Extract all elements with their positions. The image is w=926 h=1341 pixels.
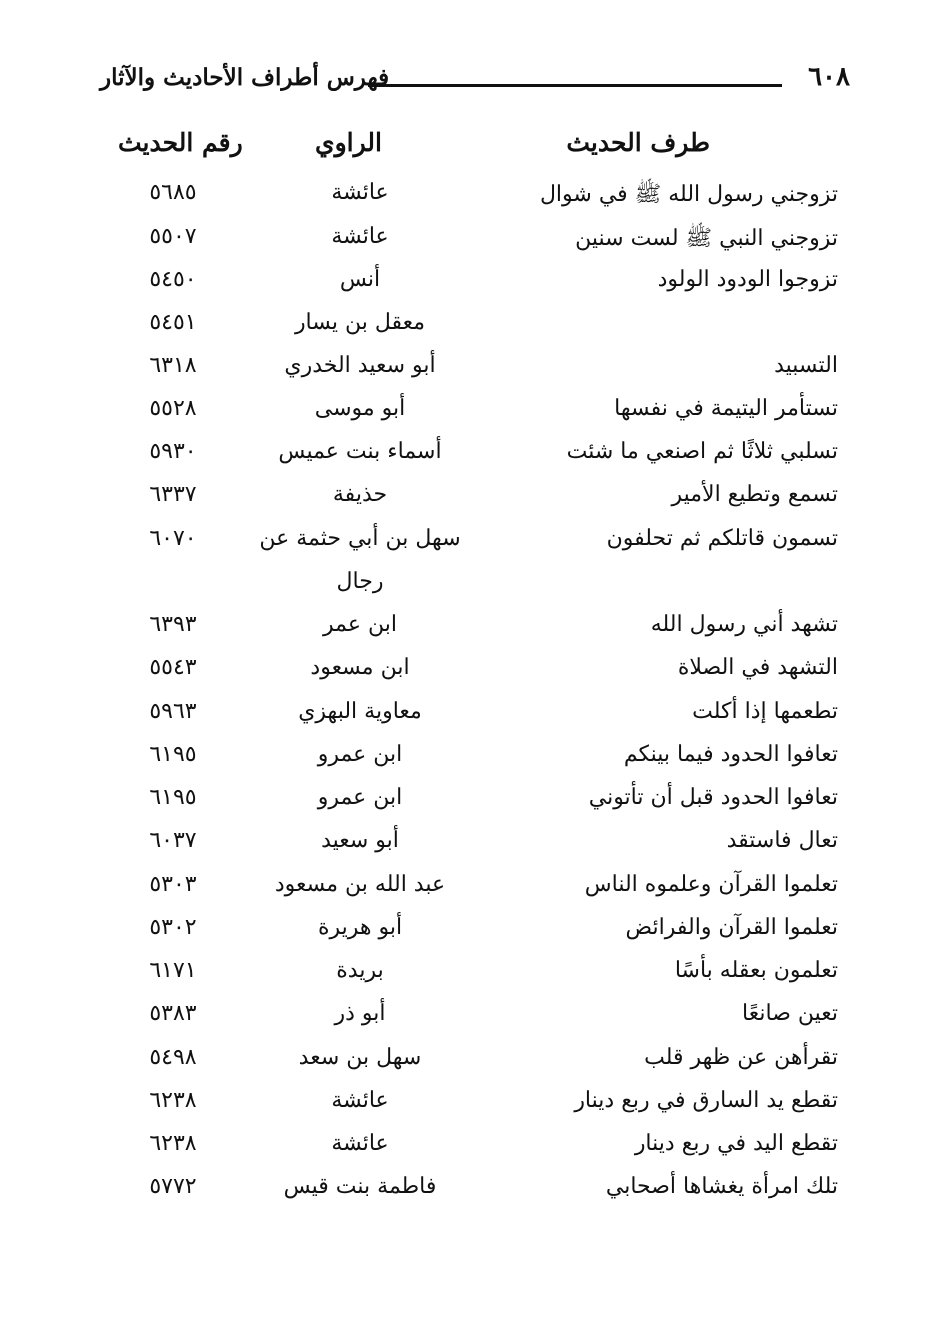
hadith-number: ٦٣١٨ — [149, 353, 197, 378]
narrator-name: أبو موسى — [314, 396, 406, 421]
hadith-number: ٦٢٣٨ — [149, 1131, 197, 1156]
hadith-text: تسمع وتطيع الأمير — [671, 482, 838, 507]
narrator-name: ابن مسعود — [310, 655, 410, 680]
column-header-hadith: طرف الحديث — [566, 128, 710, 157]
narrator-name: عبد الله بن مسعود — [274, 872, 446, 897]
table-row — [100, 612, 850, 652]
table-row — [100, 482, 850, 522]
narrator-name: فاطمة بنت قيس — [283, 1174, 437, 1199]
table-row — [100, 569, 850, 609]
narrator-name: أبو ذر — [334, 1001, 386, 1026]
hadith-number: ٦٢٣٨ — [149, 1088, 197, 1113]
table-row — [100, 958, 850, 998]
hadith-text: تسمون قاتلكم ثم تحلفون — [606, 526, 838, 551]
hadith-text: التسبيد — [774, 353, 838, 378]
hadith-text: تعافوا الحدود فيما بينكم — [623, 742, 838, 767]
hadith-number: ٥٩٦٣ — [149, 699, 197, 724]
hadith-text: تقطع اليد في ربع دينار — [634, 1131, 838, 1156]
narrator-name: أبو سعيد الخدري — [284, 353, 436, 378]
hadith-number: ٦٠٧٠ — [149, 526, 197, 551]
table-row — [100, 180, 850, 220]
hadith-number: ٥٣٨٣ — [149, 1001, 197, 1026]
narrator-name: سهل بن أبي حثمة عن — [259, 526, 461, 551]
hadith-number: ٦١٩٥ — [149, 742, 197, 767]
hadith-number: ٦٣٣٧ — [149, 482, 197, 507]
narrator-name: سهل بن سعد — [298, 1045, 422, 1070]
hadith-text: تعلموا القرآن والفرائض — [625, 915, 838, 940]
narrator-name: عائشة — [331, 180, 389, 205]
hadith-text: تعافوا الحدود قبل أن تأتوني — [588, 785, 838, 810]
table-row — [100, 1001, 850, 1041]
table-row — [100, 872, 850, 912]
hadith-text: تستأمر اليتيمة في نفسها — [614, 396, 838, 421]
table-row — [100, 785, 850, 825]
narrator-name: ابن عمرو — [317, 785, 403, 810]
running-title: فهرس أطراف الأحاديث والآثار — [100, 64, 390, 91]
table-row — [100, 224, 850, 264]
hadith-text: تقطع يد السارق في ربع دينار — [574, 1088, 838, 1113]
hadith-number: ٦١٧١ — [149, 958, 197, 983]
column-header-number: رقم الحديث — [118, 128, 243, 157]
column-header-narrator: الراوي — [315, 128, 382, 157]
narrator-name: حذيفة — [332, 482, 388, 507]
narrator-name: ابن عمرو — [317, 742, 403, 767]
hadith-text: تعلمون بعقله بأسًا — [674, 958, 838, 983]
hadith-text: تسلبي ثلاثًا ثم اصنعي ما شئت — [566, 439, 838, 464]
hadith-text: تطعمها إذا أكلت — [692, 699, 838, 724]
table-row — [100, 267, 850, 307]
narrator-name: رجال — [336, 569, 384, 594]
table-row — [100, 439, 850, 479]
table-row — [100, 1088, 850, 1128]
table-row — [100, 828, 850, 868]
hadith-number: ٥٣٠٣ — [149, 872, 197, 897]
table-row — [100, 1131, 850, 1171]
narrator-name: أبو سعيد — [321, 828, 399, 853]
hadith-number: ٥٣٠٢ — [149, 915, 197, 940]
hadith-text: التشهد في الصلاة — [677, 655, 838, 680]
page-header — [100, 62, 850, 102]
narrator-name: عائشة — [331, 224, 389, 249]
hadith-text: تزوجوا الودود الولود — [657, 267, 838, 292]
hadith-number: ٥٩٣٠ — [149, 439, 197, 464]
narrator-name: أسماء بنت عميس — [278, 439, 442, 464]
narrator-name: أنس — [339, 267, 381, 292]
hadith-text: تشهد أني رسول الله — [650, 612, 838, 637]
hadith-text: تزوجني النبي ﷺ لست سنين — [575, 226, 838, 251]
table-row — [100, 353, 850, 393]
table-row — [100, 396, 850, 436]
hadith-text: تلك امرأة يغشاها أصحابي — [605, 1174, 838, 1199]
narrator-name: معاوية البهزي — [298, 699, 422, 724]
hadith-number: ٦٣٩٣ — [149, 612, 197, 637]
hadith-number: ٥٥٢٨ — [149, 396, 197, 421]
hadith-number: ٦٠٣٧ — [149, 828, 197, 853]
hadith-number: ٥٤٥٠ — [149, 267, 197, 292]
page-number: ٦٠٨ — [808, 62, 850, 92]
narrator-name: ابن عمر — [323, 612, 397, 637]
table-row — [100, 1045, 850, 1085]
table-row — [100, 310, 850, 350]
narrator-name: عائشة — [331, 1088, 389, 1113]
hadith-number: ٥٥٠٧ — [149, 224, 197, 249]
narrator-name: معقل بن يسار — [294, 310, 426, 335]
hadith-number: ٥٤٩٨ — [149, 1045, 197, 1070]
hadith-text: تعلموا القرآن وعلموه الناس — [584, 872, 838, 897]
hadith-number: ٦١٩٥ — [149, 785, 197, 810]
column-headers — [100, 128, 850, 168]
hadith-text: تعال فاستقد — [726, 828, 838, 853]
header-rule — [368, 84, 782, 87]
hadith-number: ٥٥٤٣ — [149, 655, 197, 680]
hadith-number: ٥٧٧٢ — [149, 1174, 197, 1199]
table-row — [100, 699, 850, 739]
table-row — [100, 915, 850, 955]
hadith-text: تزوجني رسول الله ﷺ في شوال — [539, 182, 838, 207]
narrator-name: أبو هريرة — [317, 915, 403, 940]
narrator-name: عائشة — [331, 1131, 389, 1156]
table-row — [100, 526, 850, 566]
table-row — [100, 1174, 850, 1214]
hadith-number: ٥٤٥١ — [149, 310, 197, 335]
hadith-number: ٥٦٨٥ — [149, 180, 197, 205]
table-row — [100, 742, 850, 782]
narrator-name: بريدة — [336, 958, 384, 983]
hadith-text: تعين صانعًا — [742, 1001, 838, 1026]
table-row — [100, 655, 850, 695]
hadith-text: تقرأهن عن ظهر قلب — [644, 1045, 838, 1070]
